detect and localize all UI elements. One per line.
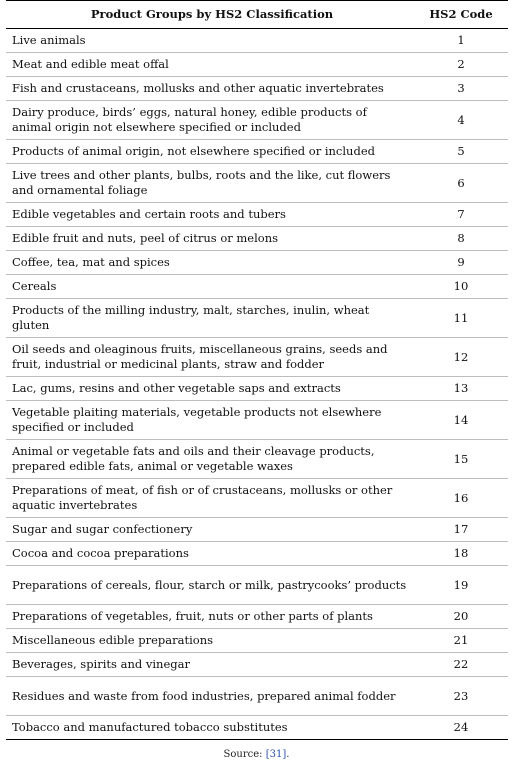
hs2-code-cell: 17 [414,518,508,542]
table-row [6,53,508,77]
table-body [6,29,508,740]
hs2-code-cell: 20 [414,605,508,629]
table-row [6,566,508,605]
source-note [0,749,513,761]
product-group-cell: Edible vegetables and certain roots and tubers [6,203,414,227]
hs2-code-cell: 14 [414,401,508,440]
table-row [6,251,508,275]
hs2-code-cell: 3 [414,77,508,101]
table-row [6,629,508,653]
product-group-cell: Coffee, tea, mat and spices [6,251,414,275]
hs2-code-cell: 4 [414,101,508,140]
hs2-code-cell: 7 [414,203,508,227]
hs2-code-cell: 9 [414,251,508,275]
table-row [6,401,508,440]
product-group-cell: Fish and crustaceans, mollusks and other aquatic invertebrates [6,77,414,101]
product-group-cell: Preparations of cereals, flour, starch or milk, pastrycooks’ products [6,566,414,605]
source-period: . [286,749,290,760]
table-row [6,338,508,377]
table-row [6,605,508,629]
product-group-cell: Oil seeds and oleaginous fruits, miscellaneous grains, seeds and fruit, industrial or medicinal plants, straw and fodder [6,338,414,377]
table-row [6,29,508,53]
hs2-code-cell: 24 [414,716,508,740]
hs2-code-cell: 16 [414,479,508,518]
table-row [6,164,508,203]
hs2-code-cell: 22 [414,653,508,677]
product-group-cell: Products of the milling industry, malt, starches, inulin, wheat gluten [6,299,414,338]
hs2-code-cell: 19 [414,566,508,605]
table-row [6,101,508,140]
table-row [6,77,508,101]
product-group-cell: Edible fruit and nuts, peel of citrus or melons [6,227,414,251]
hs2-code-cell: 21 [414,629,508,653]
table-header [6,1,508,29]
product-group-cell: Lac, gums, resins and other vegetable saps and extracts [6,377,414,401]
product-group-cell: Cereals [6,275,414,299]
header-row [6,1,508,29]
table-row [6,227,508,251]
table-row [6,542,508,566]
hs2-code-cell: 12 [414,338,508,377]
table-row [6,677,508,716]
hs2-code-cell: 8 [414,227,508,251]
hs2-code-cell: 11 [414,299,508,338]
source-label: Source: [223,749,266,760]
product-group-cell: Residues and waste from food industries, prepared animal fodder [6,677,414,716]
table-row [6,140,508,164]
table-row [6,518,508,542]
product-group-cell: Cocoa and cocoa preparations [6,542,414,566]
table-row [6,377,508,401]
header-product-groups: Product Groups by HS2 Classification [6,1,414,29]
table-row [6,440,508,479]
product-group-cell: Live animals [6,29,414,53]
product-group-cell: Beverages, spirits and vinegar [6,653,414,677]
product-group-cell: Preparations of vegetables, fruit, nuts or other parts of plants [6,605,414,629]
product-group-cell: Products of animal origin, not elsewhere specified or included [6,140,414,164]
table-row [6,653,508,677]
header-hs2-code: HS2 Code [414,1,508,29]
hs2-code-cell: 15 [414,440,508,479]
hs2-code-cell: 2 [414,53,508,77]
product-group-cell: Sugar and sugar confectionery [6,518,414,542]
source-reference-link[interactable]: [31] [265,749,287,760]
table-row [6,479,508,518]
hs2-code-cell: 23 [414,677,508,716]
product-group-cell: Dairy produce, birds’ eggs, natural honey, edible products of animal origin not elsewhere specified or included [6,101,414,140]
product-group-cell: Live trees and other plants, bulbs, roots and the like, cut flowers and ornamental foliage [6,164,414,203]
table-row [6,716,508,740]
product-group-cell: Tobacco and manufactured tobacco substitutes [6,716,414,740]
hs2-code-cell: 6 [414,164,508,203]
table-row [6,203,508,227]
hs2-product-groups-table [6,0,508,740]
product-group-cell: Meat and edible meat offal [6,53,414,77]
product-group-cell: Miscellaneous edible preparations [6,629,414,653]
hs2-code-cell: 5 [414,140,508,164]
hs2-code-cell: 13 [414,377,508,401]
product-group-cell: Animal or vegetable fats and oils and their cleavage products, prepared edible fats, animal or vegetable waxes [6,440,414,479]
product-group-cell: Vegetable plaiting materials, vegetable products not elsewhere specified or included [6,401,414,440]
hs2-code-cell: 10 [414,275,508,299]
table-row [6,275,508,299]
hs2-code-cell: 18 [414,542,508,566]
product-group-cell: Preparations of meat, of fish or of crustaceans, mollusks or other aquatic invertebrates [6,479,414,518]
hs2-code-cell: 1 [414,29,508,53]
table-row [6,299,508,338]
